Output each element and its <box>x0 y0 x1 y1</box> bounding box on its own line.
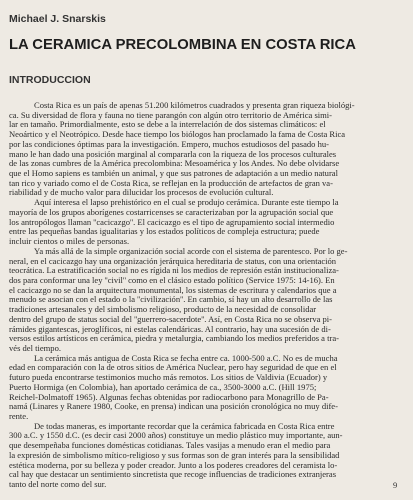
text-line: de las zonas cumbres de la América precolombina: Mesoamérica y los Andes. No debe olvidarse <box>9 159 340 169</box>
text-line: namá (Linares y Ranere 1980, Cooke, en prensa) indican una posición cronológica no muy dife- <box>9 402 338 412</box>
text-line: entre las pequeñas bandas igualitarias y los estados políticos de compleja estructura; puede <box>9 227 320 237</box>
text-line: La cerámica más antigua de Costa Rica se fecha entre ca. 1000-500 a.C. No es de mucha <box>34 353 338 363</box>
text-line: rente. <box>9 412 29 421</box>
text-line: edad en comparación con la de otros sitios de América Nuclear, pero hay seguridad de que en el <box>9 363 337 373</box>
text-line: versos estilos artísticos en cerámica, piedra y metalurgia, cambiando los medios preferidos a tra- <box>9 334 339 344</box>
text-line: futuro pueda encontrarse testimonios mucho más remotos. Los sitios de Valdivia (Ecuador) y <box>9 373 328 383</box>
text-line: 300 a.C. y 1550 d.C. (es decir casi 2000 años) constituye un medio plástico muy importante, aun- <box>9 431 343 441</box>
text-line: rámides gigantescas, jeroglíficos, ni estelas calendáricas. Al contrario, hay una sucesión de di- <box>9 324 331 334</box>
text-line: Aquí interesa el lapso prehistórico en el cual se produjo cerámica. Durante este tiempo la <box>34 198 339 208</box>
text-line: riabilidad y de mucho valor para dilucidar los procesos de evolución cultural. <box>9 188 274 198</box>
section-heading: INTRODUCCION <box>9 74 91 86</box>
text-line: Puerto Hormiga (en Colombia), han aportado cerámica de ca., 3500-3000 a.C. (Hill 1975; <box>9 382 317 392</box>
text-line: dentro del grupo de status social del ''guerrero-sacerdote''. Así, en Costa Rica no se observa pi- <box>9 314 333 324</box>
text-line: estética moderna, por su belleza y poder creador. Junto a los poderes creadores del ceramista lo- <box>9 460 338 470</box>
author-name: Michael J. Snarskis <box>9 13 106 25</box>
text-line: Costa Rica es un país de apenas 51.200 kilómetros cuadrados y presenta gran riqueza biológi- <box>34 101 355 110</box>
text-line: tradiciones artesanales y del simbolismo religioso, producto de la necesidad de consolidar <box>9 305 317 315</box>
text-line: mano le han dado una posición marginal al compararla con la riqueza de los procesos culturales <box>9 149 337 159</box>
text-line: cal hay que destacar un sentimiento sincretista que recoge influencias de tradiciones extranjeras <box>9 470 337 480</box>
text-line: neral, en el cacicazgo hay una organización jerárquica hereditaria de status, con una orientación <box>9 256 337 266</box>
text-line: los antropólogos llaman ''cacicazgo''. El cacicazgo es el tipo de agrupamiento social intermedio <box>9 217 335 227</box>
text-line: teocrática. La estratificación social no es rígida ni los medios de represión están institucionaliza- <box>9 266 339 276</box>
text-line: incluir cientos o miles de personas. <box>9 237 130 247</box>
text-line: dos para conformar una ley ''civil'' como en el clásico estado político (Service 1975: 14-16). En <box>9 275 335 285</box>
text-line: la expresión de simbolismo mítico-religioso y sus formas son de gran interés para la sensibilidad <box>9 450 340 460</box>
text-line: Neoártico y el Neotrópico. Desde hace tiempo los biólogos han proclamado la fama de Costa Rica <box>9 130 346 140</box>
page-number: 9 <box>393 480 398 490</box>
text-line: De todas maneras, es importante recordar que la cerámica fabricada en Costa Rica entre <box>34 421 335 431</box>
text-line: Reichel-Dolmatoff 1965). Algunas fechas obtenidas por radiocarbono para Monagrillo de Pa- <box>9 392 329 402</box>
text-line: ca. Su diversidad de flora y fauna no tiene parangón con algún otro territorio de América simi- <box>9 110 333 120</box>
text-line: el cacicazgo no se dan la arquitectura monumental, los sistemas de escritura y calendarios que a <box>9 285 337 295</box>
body-text <box>9 101 403 490</box>
text-line: Ya más allá de la simple organización social acorde con el sistema de parentesco. Por lo ge- <box>34 246 348 256</box>
text-line: menudo se asocian con el estado o la ''civilización''. En cambio, sí hay un alto desarrollo de las <box>9 295 333 305</box>
text-line: vés del tiempo. <box>9 343 61 353</box>
text-line: tan rico y variado como el de Costa Rica, se reflejan en la producción de artefactos de gran va- <box>9 178 333 188</box>
text-line: que desempeñaba funciones domésticas cotidianas. Tales vasijas a menudo eran el medio para <box>9 441 331 451</box>
article-title: LA CERAMICA PRECOLOMBINA EN COSTA RICA <box>9 37 356 53</box>
text-line: tanto del norte como del sur. <box>9 480 107 490</box>
text-line: por las condiciones óptimas para la investigación. Empero, muchos estudiosos del pasado hu- <box>9 139 329 149</box>
text-line: lar en tamaño. Primordialmente, esto se debe a la interrelación de dos sistemas climáticos: el <box>9 120 326 130</box>
text-line: que el Homo sapiens es también un animal, y que sus patrones de adaptación a un medio natural <box>9 169 338 179</box>
text-line: mayoría de los grupos aborígenes costarricenses se caracterizaban por la agrupación social que <box>9 207 334 217</box>
